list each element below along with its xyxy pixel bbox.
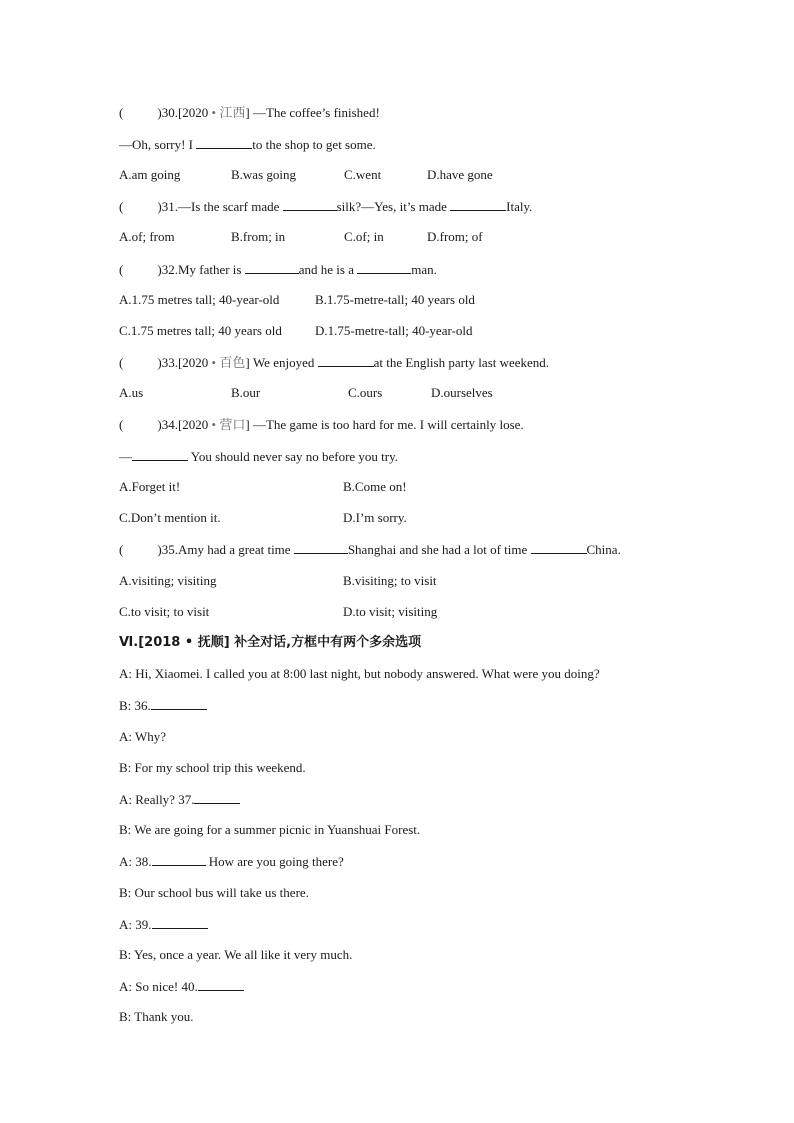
dialogue-line	[119, 1009, 194, 1025]
option-a: A.Forget it!	[119, 479, 181, 494]
dialogue-line	[119, 666, 600, 682]
option-b: B.from; in	[231, 229, 286, 244]
option-c: C.ours	[348, 385, 383, 400]
question-text: —Oh, sorry! I	[119, 137, 197, 152]
question-35	[119, 541, 621, 558]
dialogue-text: A: Why?	[119, 729, 167, 744]
question-number: 30.	[161, 105, 178, 120]
option-a: A.of; from	[119, 229, 175, 244]
question-text: Shanghai and she had a lot of time	[347, 542, 531, 557]
dialogue-text: B: Thank you.	[119, 1009, 194, 1024]
option-d: D.to visit; visiting	[343, 604, 438, 619]
source-close: ]	[245, 417, 250, 432]
option-c: C.to visit; to visit	[119, 604, 210, 619]
dialogue-text: A: So nice! 40.	[119, 979, 198, 994]
option-a: A.am going	[119, 167, 181, 182]
source-place: 百色	[219, 355, 246, 370]
option-c: C.1.75 metres tall; 40 years old	[119, 323, 282, 338]
option-a: A.1.75 metres tall; 40-year-old	[119, 292, 280, 307]
answer-paren-close: )	[157, 542, 162, 557]
source-year: [2020	[177, 355, 209, 370]
answer-blank	[132, 448, 188, 461]
answer-blank	[198, 978, 244, 991]
source-bullet: •	[211, 105, 217, 120]
question-text: China.	[586, 542, 621, 557]
option-b: B.was going	[231, 167, 296, 182]
question-33	[119, 354, 549, 371]
dialogue-text: B: For my school trip this weekend.	[119, 760, 306, 775]
question-text: 35.Amy had a great time	[161, 542, 294, 557]
option-c: C.of; in	[344, 229, 384, 244]
question-text: man.	[411, 262, 437, 277]
dialogue-line	[119, 916, 208, 933]
answer-paren-close: )	[157, 199, 162, 214]
source-year: [2020	[177, 105, 209, 120]
option-a: A.visiting; visiting	[119, 573, 217, 588]
answer-paren-open: (	[119, 262, 124, 277]
question-number: 34.	[161, 417, 178, 432]
source-bullet: •	[211, 417, 217, 432]
answer-blank	[283, 198, 337, 211]
dialogue-text: A: 39.	[119, 917, 152, 932]
question-31	[119, 198, 532, 215]
dialogue-text: A: Really? 37.	[119, 792, 195, 807]
dialogue-line	[119, 978, 244, 995]
question-text: —The coffee’s finished!	[252, 105, 380, 120]
answer-paren-open: (	[119, 355, 124, 370]
answer-blank	[531, 541, 587, 554]
answer-blank	[245, 261, 299, 274]
option-d: D.1.75-metre-tall; 40-year-old	[315, 323, 473, 338]
answer-blank	[152, 916, 208, 929]
source-bullet: •	[211, 355, 217, 370]
dialogue-line	[119, 947, 352, 963]
answer-paren-close: )	[157, 417, 162, 432]
dialogue-text: B: 36.	[119, 698, 151, 713]
option-d: D.have gone	[427, 167, 493, 182]
option-b: B.our	[231, 385, 261, 400]
answer-blank	[152, 853, 206, 866]
option-a: A.us	[119, 385, 144, 400]
question-text: 32.My father is	[161, 262, 245, 277]
answer-blank	[196, 136, 252, 149]
answer-paren-close: )	[157, 105, 162, 120]
option-d: D.I’m sorry.	[343, 510, 407, 525]
question-text: to the shop to get some.	[252, 137, 376, 152]
question-text: We enjoyed	[249, 355, 318, 370]
source-place: 江西	[219, 105, 246, 120]
option-c: C.Don’t mention it.	[119, 510, 221, 525]
answer-blank	[450, 198, 506, 211]
dialogue-text: B: We are going for a summer picnic in Yuanshuai Forest.	[119, 822, 421, 837]
question-34-line2	[119, 448, 398, 465]
source-place: 营口	[219, 417, 246, 432]
question-text: at the English party last weekend.	[373, 355, 550, 370]
answer-blank	[294, 541, 348, 554]
dialogue-line	[119, 791, 240, 808]
source-year: [2020	[177, 417, 209, 432]
option-c: C.went	[344, 167, 382, 182]
dialogue-text: B: Our school bus will take us there.	[119, 885, 309, 900]
option-b: B.Come on!	[343, 479, 407, 494]
dialogue-text: B: Yes, once a year. We all like it very much.	[119, 947, 353, 962]
option-b: B.1.75-metre-tall; 40 years old	[315, 292, 475, 307]
answer-blank	[357, 261, 411, 274]
dialogue-line	[119, 885, 309, 901]
option-b: B.visiting; to visit	[343, 573, 437, 588]
dialogue-line	[119, 760, 306, 776]
question-text: and he is a	[298, 262, 358, 277]
answer-paren-close: )	[157, 355, 162, 370]
question-text: silk?—Yes, it’s made	[336, 199, 451, 214]
question-text: Italy.	[506, 199, 533, 214]
dialogue-text: How are you going there?	[205, 854, 344, 869]
source-close: ]	[245, 105, 250, 120]
dialogue-line	[119, 697, 207, 714]
question-text: You should never say no before you try.	[188, 449, 399, 464]
answer-paren-open: (	[119, 105, 124, 120]
answer-blank	[318, 354, 374, 367]
dialogue-line	[119, 729, 166, 745]
question-30	[119, 105, 380, 121]
question-30-line2	[119, 136, 376, 153]
answer-paren-open: (	[119, 542, 124, 557]
answer-blank	[151, 697, 207, 710]
option-d: D.ourselves	[431, 385, 493, 400]
question-text: —	[119, 449, 132, 464]
dialogue-text: A: Hi, Xiaomei. I called you at 8:00 last night, but nobody answered. What were you doing?	[119, 666, 600, 681]
question-text: 31.—Is the scarf made	[161, 199, 283, 214]
source-close: ]	[245, 355, 250, 370]
question-34	[119, 417, 524, 433]
dialogue-text: A: 38.	[119, 854, 152, 869]
answer-paren-open: (	[119, 417, 124, 432]
section-title: Ⅵ.[2018 • 抚顺] 补全对话,方框中有两个多余选项	[119, 635, 422, 650]
answer-paren-open: (	[119, 199, 124, 214]
option-d: D.from; of	[427, 229, 483, 244]
question-number: 33.	[161, 355, 178, 370]
answer-paren-close: )	[157, 262, 162, 277]
question-text: —The game is too hard for me. I will certainly lose.	[249, 417, 524, 432]
question-32	[119, 261, 437, 278]
dialogue-line	[119, 853, 344, 870]
dialogue-line	[119, 822, 420, 838]
answer-blank	[194, 791, 240, 804]
